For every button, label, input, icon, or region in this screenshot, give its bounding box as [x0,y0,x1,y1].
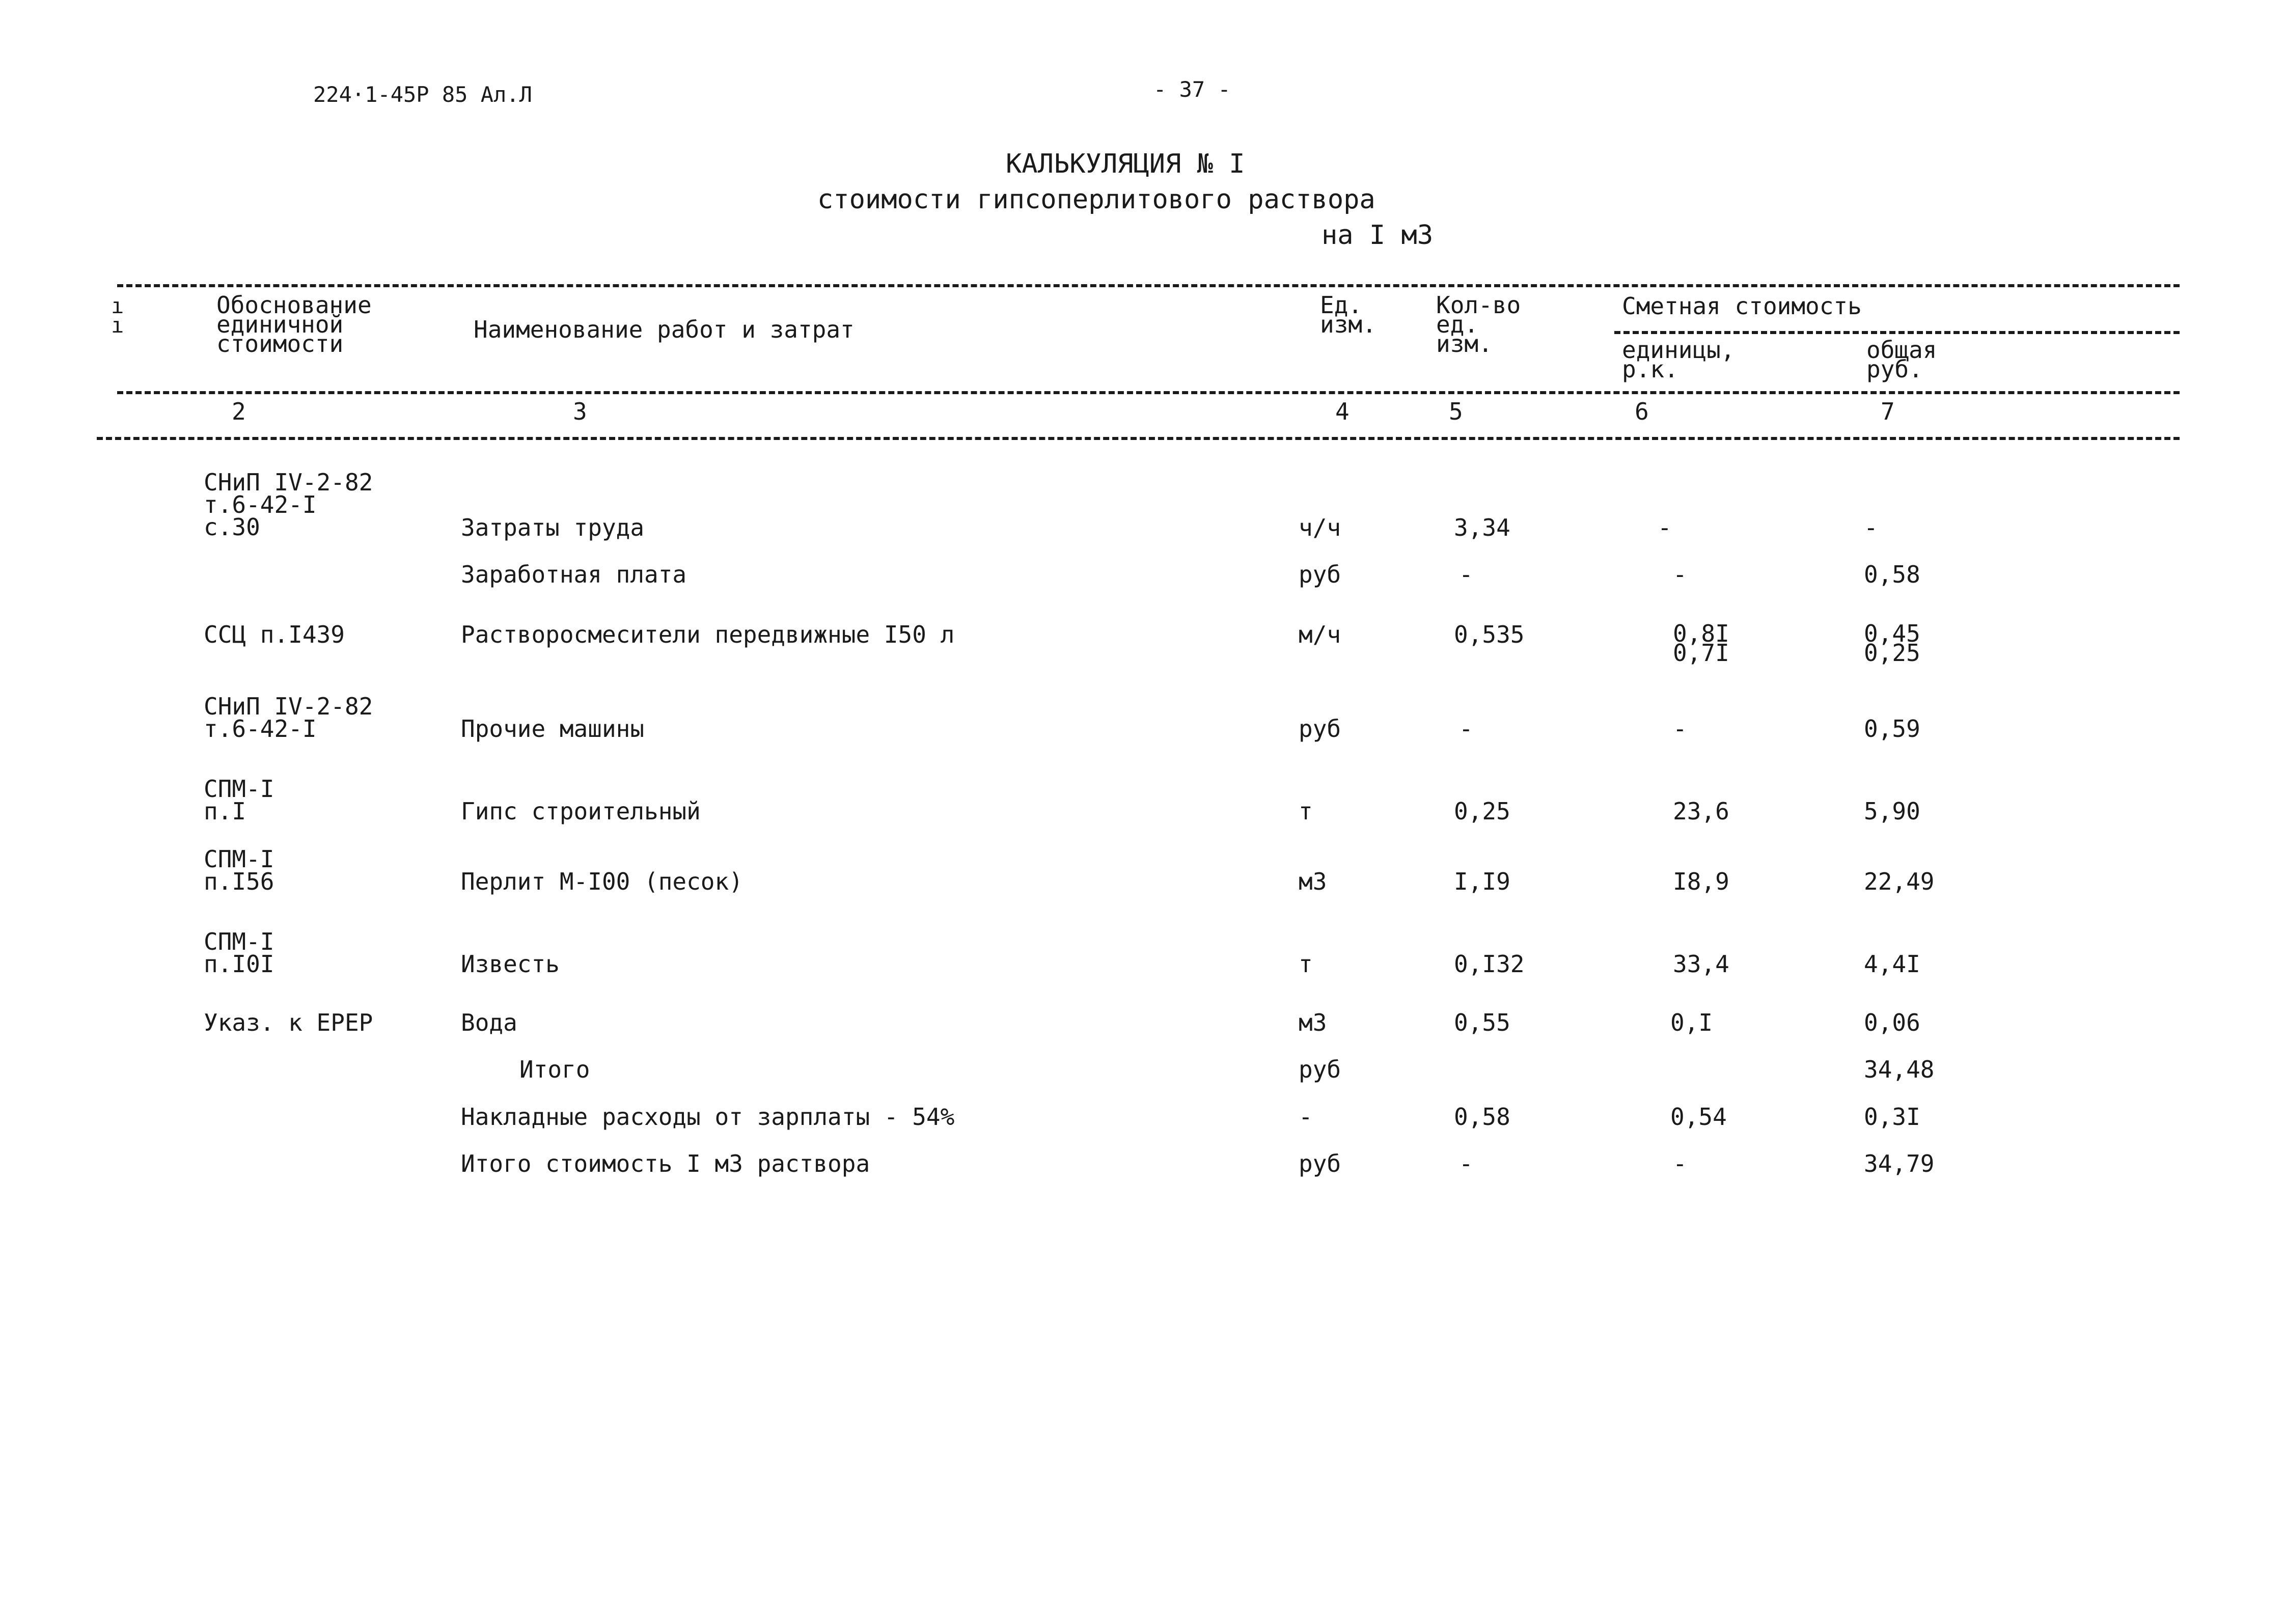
table-row-cost-total: 4,4I [1864,950,1920,978]
header-bottom-rule [117,391,2180,394]
table-row-unit: м3 [1299,1009,1327,1036]
table-row-name: Перлит М-I00 (песок) [461,868,743,895]
table-row-basis: Указ. к ЕРЕР [204,1009,373,1036]
calculation-unit-note: на I м3 [1322,220,1434,251]
calculation-title: КАЛЬКУЛЯЦИЯ № I [1006,149,1245,179]
table-row-cost-unit: - [1673,561,1687,588]
table-row-unit: м3 [1299,868,1327,895]
table-row-basis: СПМ-I п.I [204,775,274,825]
table-row-name: Растворосмесители передвижные I50 л [461,621,955,648]
table-row-unit: т [1299,797,1313,825]
table-row-unit: руб [1299,1150,1341,1177]
table-row-cost-total: 0,3I [1864,1103,1920,1131]
table-row-qty: 0,535 [1454,621,1525,648]
column-number: 6 [1635,398,1649,425]
column-number: 7 [1881,398,1895,425]
column-cost-total-header: общая руб. [1866,336,1937,383]
subtotal-value: 34,48 [1864,1056,1935,1083]
column-cost-group-header: Сметная стоимость [1622,292,1862,320]
table-row-name: Гипс строительный [461,797,701,825]
table-row-qty: 0,I32 [1454,950,1525,978]
table-row-qty: 0,25 [1454,797,1510,825]
column-mark: ı ı [111,293,124,338]
page-number: - 37 - [1153,77,1231,102]
table-row-qty: 0,58 [1454,1103,1510,1131]
table-row-qty: - [1459,1150,1473,1177]
table-row-cost-unit: 0,I [1670,1009,1713,1036]
table-row-basis: ССЦ п.I439 [204,621,345,648]
table-row-cost-unit: 23,6 [1673,797,1729,825]
subtotal-label: Итого [519,1056,590,1083]
table-row-cost-unit: - [1658,514,1672,541]
table-row-unit: руб [1299,715,1341,742]
column-cost-unit-header: единицы, р.к. [1622,336,1735,383]
table-row-cost-unit: - [1673,1150,1687,1177]
column-number: 2 [232,398,246,425]
table-row-cost-unit: 0,54 [1670,1103,1727,1131]
table-row-cost-total: 22,49 [1864,868,1935,895]
table-row-name: Вода [461,1009,517,1036]
table-row-basis: СПМ-I п.I0I [204,928,274,978]
column-name-header: Наименование работ и затрат [474,316,855,343]
column-numbers-rule [97,437,2180,440]
table-row-cost-total: 0,45 0,25 [1864,620,1920,667]
table-row-qty: - [1459,561,1473,588]
column-basis-header: Обоснование единичной стоимости [216,291,372,357]
column-qty-header: Кол-во ед. изм. [1436,291,1521,357]
grand-total-value: 34,79 [1864,1150,1935,1177]
table-row-basis: СНиП IV-2-82 т.6-42-I с.30 [204,469,373,541]
table-row-unit: т [1299,950,1313,978]
table-row-cost-total: 0,58 [1864,561,1920,588]
table-row-qty: I,I9 [1454,868,1510,895]
table-row-cost-unit: 33,4 [1673,950,1729,978]
column-number: 3 [573,398,587,425]
table-row-cost-total: - [1864,514,1878,541]
table-row-name: Известь [461,950,560,978]
table-row-cost-unit: 0,8I 0,7I [1673,620,1729,667]
header-top-rule [117,284,2180,287]
table-row-cost-total: 0,06 [1864,1009,1920,1036]
table-row-cost-total: 0,59 [1864,715,1920,742]
table-row-unit: руб [1299,561,1341,588]
table-row-unit: - [1299,1103,1313,1131]
table-row-qty: - [1459,715,1473,742]
column-number: 4 [1335,398,1350,425]
column-number: 5 [1449,398,1463,425]
table-row-name: Затраты труда [461,514,645,541]
table-row-qty: 0,55 [1454,1009,1510,1036]
table-row-qty: 3,34 [1454,514,1510,541]
table-row-cost-unit: I8,9 [1673,868,1729,895]
calculation-subtitle: стоимости гипсоперлитового раствора [817,184,1375,215]
table-row-basis: СНиП IV-2-82 т.6-42-I [204,693,373,742]
table-row-name: Заработная плата [461,561,687,588]
table-row-basis: СПМ-I п.I56 [204,845,274,895]
table-row-unit: ч/ч [1299,514,1341,541]
document-code: 224·1-45Р 85 Ал.Л [313,82,532,107]
table-row-name: Прочие машины [461,715,645,742]
grand-total-label: Итого стоимость I м3 раствора [461,1150,870,1177]
table-row-cost-unit: - [1673,715,1687,742]
table-row-cost-total: 5,90 [1864,797,1920,825]
table-row-unit: м/ч [1299,621,1341,648]
table-row-name: Накладные расходы от зарплаты - 54% [461,1103,955,1131]
table-row-unit: руб [1299,1056,1341,1083]
column-unit-header: Ед. изм. [1320,291,1376,338]
cost-group-rule [1614,331,2180,334]
